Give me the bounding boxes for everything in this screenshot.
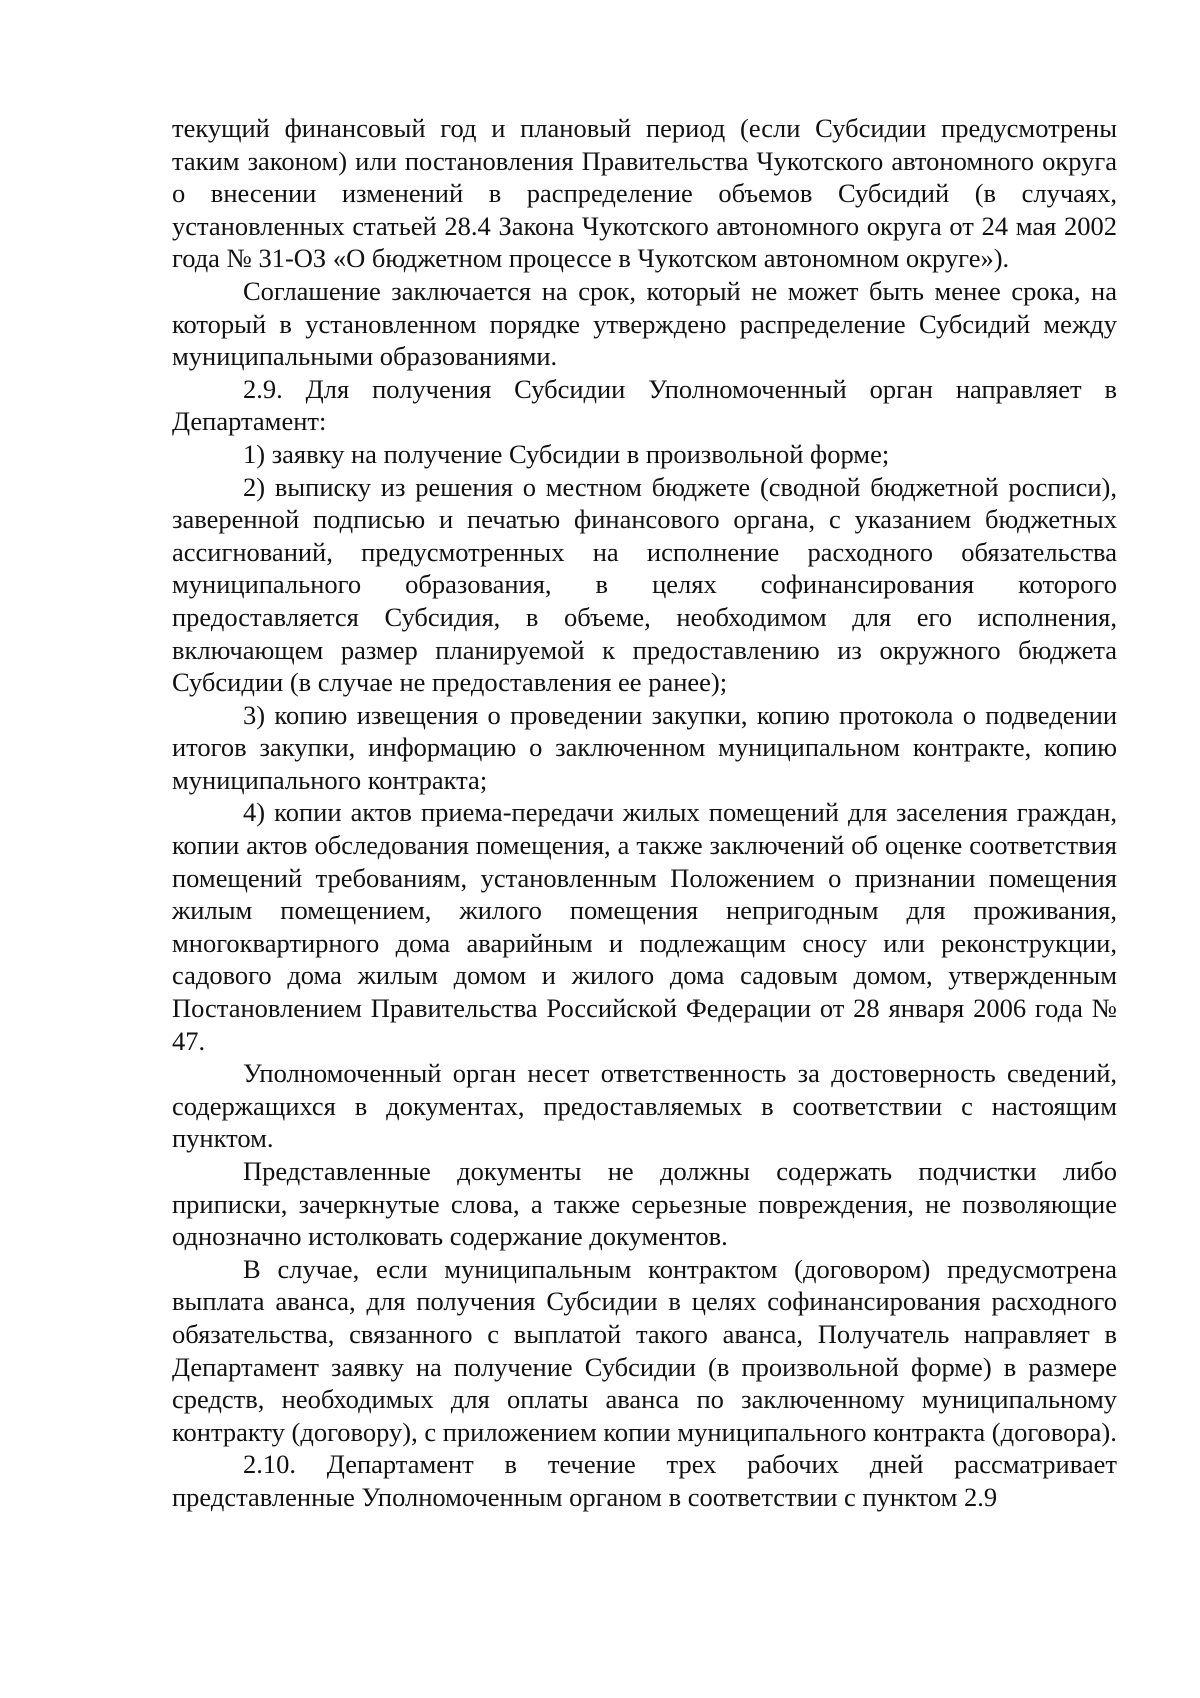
document-body bbox=[172, 112, 1117, 1514]
paragraph-advance-payment: В случае, если муниципальным контрактом (договором) предусмотрена выплата аванса, для получения Субсидии в целях софинансирования расходного обязательства, связанного с выплатой такого аванса, Получатель направляет в Департамент заявку на получение Субсидии (в произвольной форме) в размере средств, необходимых для оплаты аванса по заключенному муниципальному контракту (договору), с приложением копии муниципального контракта (договора). bbox=[172, 1253, 1117, 1447]
paragraph-document-requirements: Представленные документы не должны содержать подчистки либо приписки, зачеркнутые слова, а также серьезные повреждения, не позволяющие однозначно истолковать содержание документов. bbox=[172, 1156, 1117, 1252]
list-item-3: 3) копию извещения о проведении закупки, копию протокола о подведении итогов закупки, информацию о заключенном муниципальном контракте, копию муниципального контракта; bbox=[172, 699, 1117, 795]
paragraph-clause-2-10: 2.10. Департамент в течение трех рабочих дней рассматривает представленные Уполномоченным органом в соответствии с пунктом 2.9 bbox=[172, 1449, 1117, 1512]
paragraph-responsibility: Уполномоченный орган несет ответственность за достоверность сведений, содержащихся в документах, предоставляемых в соответствии с настоящим пунктом. bbox=[172, 1058, 1117, 1154]
list-item-4: 4) копии актов приема-передачи жилых помещений для заселения граждан, копии актов обследования помещения, а также заключений об оценке соответствия помещений требованиям, установленным Положением о признании помещения жилым помещением, жилого помещения непригодным для проживания, многоквартирного дома аварийным и подлежащим сносу или реконструкции, садового дома жилым домом и жилого дома садовым домом, утвержденным Постановлением Правительства Российской Федерации от 28 января 2006 года № 47. bbox=[172, 797, 1117, 1056]
list-item-1: 1) заявку на получение Субсидии в произвольной форме; bbox=[243, 438, 890, 469]
list-item-2: 2) выписку из решения о местном бюджете (сводной бюджетной росписи), заверенной подписью и печатью финансового органа, с указанием бюджетных ассигнований, предусмотренных на исполнение расходного обязательства муниципального образования, в целях софинансирования которого предоставляется Субсидия, в объеме, необходимом для его исполнения, включающем размер планируемой к предоставлению из окружного бюджета Субсидии (в случае не предоставления ее ранее); bbox=[172, 471, 1117, 698]
paragraph-agreement-term: Соглашение заключается на срок, который не может быть менее срока, на который в установленном порядке утверждено распределение Субсидий между муниципальными образованиями. bbox=[172, 275, 1117, 372]
paragraph-continuation: текущий финансовый год и плановый период (если Субсидии предусмотрены таким законом) или постановления Правительства Чукотского автономного округа о внесении изменений в распределение объемов Субсидий (в случаях, установленных статьей 28.4 Закона Чукотского автономного округа от 24 мая 2002 года № 31-ОЗ «О бюджетном процессе в Чукотском автономном округе»). bbox=[172, 113, 1117, 274]
paragraph-clause-2-9: 2.9. Для получения Субсидии Уполномоченный орган направляет в Департамент: bbox=[172, 373, 1117, 437]
